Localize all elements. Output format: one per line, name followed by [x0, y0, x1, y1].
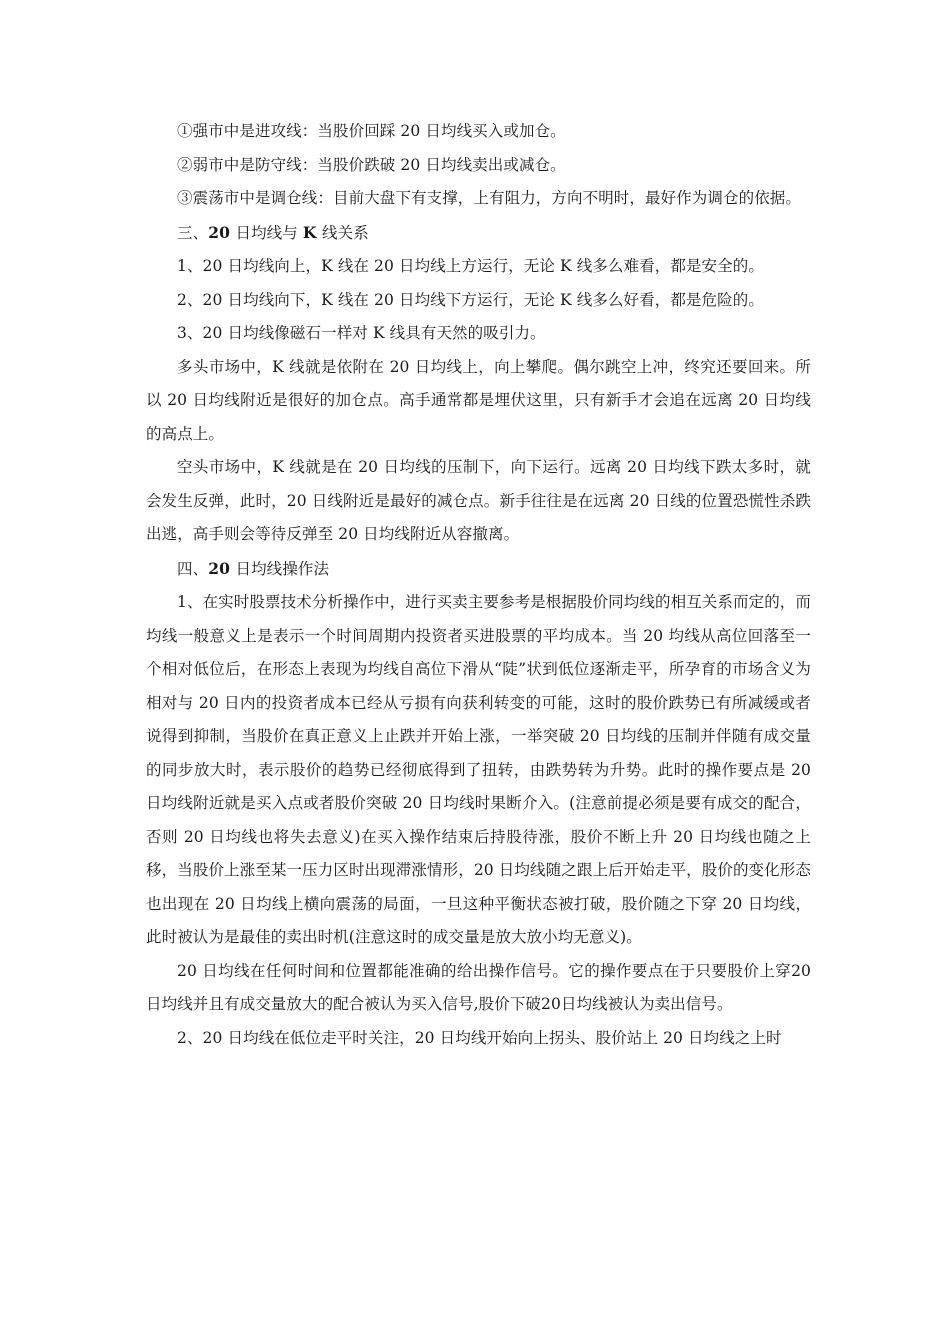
section-heading-3 [146, 216, 811, 251]
heading-3-prefix: 三、 [177, 223, 209, 242]
heading-3-number: 20 [208, 222, 236, 242]
paragraph-weak-market: ②弱市中是防守线：当股价跌破 20 日均线卖出或减仓。 [177, 155, 566, 174]
paragraph-signal-summary: 20 日均线在任何时间和位置都能准确的给出操作信号。它的操作要点在于只要股价上穿20日均线并且有成交量放大的配合被认为买入信号,股价下破20日均线被认为卖出信号。 [146, 961, 811, 1013]
paragraph-rule-3: 3、20 日均线像磁石一样对 K 线具有天然的吸引力。 [177, 324, 546, 342]
paragraph-bear-market: 空头市场中，K 线就是在 20 日均线的压制下，向下运行。远离 20 日均线下跌太多时，就会发生反弹，此时，20 日线附近是最好的减仓点。新手往往是在远离 20 日线的位置恐慌性杀跌出逃，高手则会等待反弹至 20 日均线附近从容撤离。 [146, 458, 811, 543]
heading-3-suffix: 线关系 [322, 223, 369, 242]
heading-4-suffix: 日均线操作法 [235, 559, 330, 578]
paragraph-method-1: 1、在实时股票技术分析操作中，进行买卖主要参考是根据股价同均线的相互关系而定的，而均线一般意义上是表示一个时间周期内投资者买进股票的平均成本。当 20 均线从高位回落至一个相对低位后，在形态上表现为均线自高位下滑从“陡”状到低位逐渐走平，所孕育的市场含义为相对与 20 日内的投资者成本已经从亏损有向获利转变的可能，这时的股价跌势已有所减缓或者说得到抑制，当股价在真正意义上止跌并开始上涨，一举突破 20 日均线的压制并伴随有成交量的同步放大时，表示股价的趋势已经彻底得到了扭转，由跌势转为升势。此时的操作要点是 20 日均线附近就是买入点或者股价突破 20 日均线时果断介入。(注意前提必须是要有成交的配合，否则 20 日均线也将失去意义)在买入操作结束后持股待涨，股价不断上升 20 日均线也随之上移，当股价上涨至某一压力区时出现滞涨情形，20 日均线随之跟上后开始走平，股价的变化形态也出现在 20 日均线上横向震荡的局面，一旦这种平衡状态被打破，股价随之下穿 20 日均线，此时被认为是最佳的卖出时机(注意这时的成交量是放大放小均无意义)。 [146, 593, 811, 946]
paragraph-volatile-market: ③震荡市中是调仓线：目前大盘下有支撑，上有阻力，方向不明时，最好作为调仓的依据。 [177, 189, 802, 207]
heading-4-number: 20 [208, 558, 236, 578]
paragraph-rule-1: 1、20 日均线向上，K 线在 20 日均线上方运行，无论 K 线多么难看，都是安全的。 [177, 257, 764, 275]
paragraph-rule-2: 2、20 日均线向下，K 线在 20 日均线下方运行，无论 K 线多么好看，都是危险的。 [177, 290, 764, 309]
document-page [146, 115, 811, 1055]
section-heading-4 [146, 552, 811, 587]
heading-3-mid: 日均线与 [235, 223, 303, 242]
paragraph-bull-market: 多头市场中，K 线就是依附在 20 日均线上，向上攀爬。偶尔跳空上冲，终究还要回来。所以 20 日均线附近是很好的加仓点。高手通常都是埋伏这里，只有新手才会追在远离 20 日均线的高点上。 [146, 357, 811, 443]
paragraph-strong-market: ①强市中是进攻线：当股价回踩 20 日均线买入或加仓。 [177, 122, 566, 140]
paragraph-method-2: 2、20 日均线在低位走平时关注，20 日均线开始向上拐头、股价站上 20 日均线之上时 [177, 1028, 782, 1047]
heading-4-prefix: 四、 [177, 559, 209, 578]
heading-3-k: K [302, 222, 322, 242]
